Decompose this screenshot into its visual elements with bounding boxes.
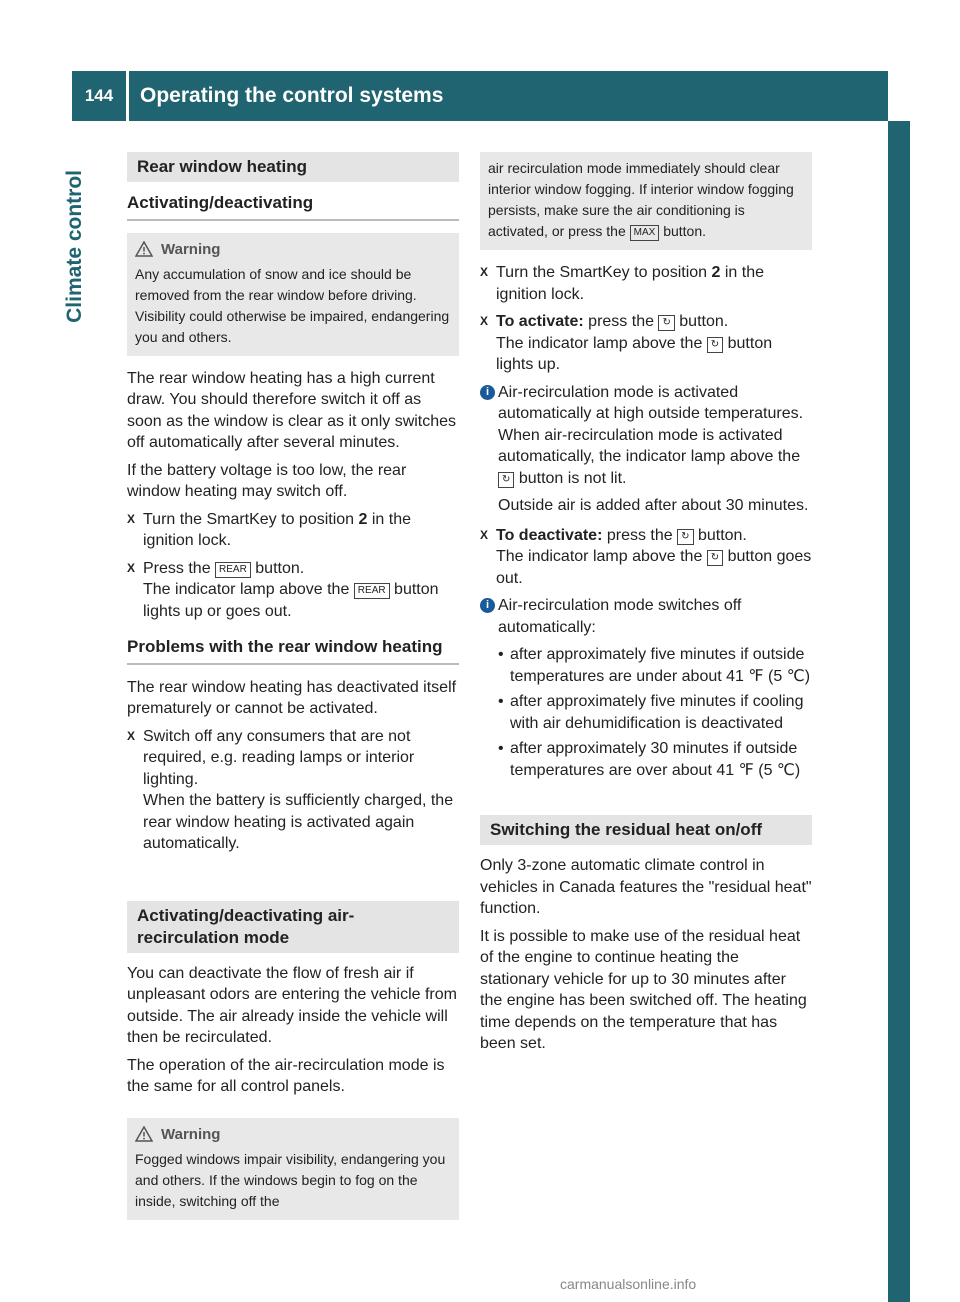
step-text: in the ignition lock. bbox=[143, 510, 412, 549]
rear-defrost-icon: REAR bbox=[215, 562, 251, 578]
info-icon: i bbox=[480, 598, 495, 613]
warning-text: Any accumulation of snow and ice should be removed from the rear window before driving. Visibility could otherwise be impaired, endangering you and others. bbox=[135, 265, 450, 345]
warning-text: button. bbox=[659, 223, 707, 239]
step-label: To deactivate: bbox=[496, 526, 603, 544]
warning-box bbox=[127, 233, 459, 356]
spacer bbox=[127, 1104, 459, 1118]
warning-heading bbox=[135, 1124, 451, 1145]
step-item bbox=[127, 558, 459, 623]
position-number: 2 bbox=[358, 510, 368, 528]
section-title-air-recirculation: Activating/deactivating air-recirculation mode bbox=[127, 901, 459, 953]
warning-text: Fogged windows impair visibility, endangering you and others. If the windows begin to fog on the inside, switching off the bbox=[135, 1150, 446, 1209]
step-text: button. bbox=[674, 313, 729, 330]
recirculation-icon: ↻ bbox=[707, 337, 723, 353]
bullet-item bbox=[498, 738, 812, 781]
rear-defrost-icon: REAR bbox=[354, 583, 390, 599]
page-number: 144 bbox=[84, 86, 114, 106]
warning-icon bbox=[135, 241, 153, 257]
paragraph: The rear window heating has deactivated itself prematurely or cannot be activated. bbox=[127, 678, 457, 717]
bullet-dot: • bbox=[498, 646, 504, 663]
warning-label: Warning bbox=[161, 1125, 221, 1143]
paragraph: If the battery voltage is too low, the rear window heating may switch off. bbox=[127, 461, 407, 500]
bullet-text: after approximately five minutes if cooling with air dehumidification is deactivated bbox=[510, 693, 804, 732]
step-arrow-icon: X bbox=[127, 560, 136, 575]
info-icon: i bbox=[480, 385, 495, 400]
recirculation-icon: ↻ bbox=[707, 550, 723, 566]
bullet-item bbox=[498, 644, 812, 687]
paragraph: You can deactivate the flow of fresh air if unpleasant odors are entering the vehicle from outside. The air already inside the vehicle will then be recirculated. bbox=[127, 964, 457, 1046]
step-text: Turn the SmartKey to position bbox=[496, 264, 712, 281]
step-label: To activate: bbox=[496, 313, 584, 330]
step-text: When the battery is sufficiently charged, the rear window heating is activated again automatically. bbox=[143, 792, 454, 852]
step-text: The indicator lamp above the bbox=[496, 548, 707, 565]
bullet-text: after approximately five minutes if outside temperatures are under about 41 ℉ (5 ℃) bbox=[510, 646, 811, 685]
step-text: The indicator lamp above the bbox=[143, 581, 354, 598]
spacer bbox=[480, 789, 812, 815]
info-note bbox=[480, 382, 812, 517]
subheading-problems: Problems with the rear window heating bbox=[127, 636, 459, 665]
bullet-text: after approximately 30 minutes if outside temperatures are over about 41 ℉ (5 ℃) bbox=[510, 740, 801, 779]
paragraph: Only 3-zone automatic climate control in vehicles in Canada features the "residual heat" function. bbox=[480, 857, 812, 917]
section-title-residual-heat: Switching the residual heat on/off bbox=[480, 815, 812, 845]
side-title: Climate control bbox=[63, 170, 86, 323]
bullet-item bbox=[498, 691, 812, 734]
step-item bbox=[480, 311, 812, 376]
step-text: press the bbox=[583, 313, 659, 330]
spacer bbox=[480, 845, 812, 855]
paragraph: It is possible to make use of the residual heat of the engine to continue heating the stationary vehicle for up to 30 minutes after the engine has been switched off. The heating time depends on the temperature that has been set. bbox=[480, 927, 807, 1052]
step-text: button. bbox=[693, 526, 747, 544]
step-item bbox=[127, 726, 459, 855]
paragraph: The rear window heating has a high current draw. You should therefore switch it off as soon as the window is clear as it only switches off automatically after several minutes. bbox=[127, 369, 457, 451]
left-column bbox=[127, 152, 459, 1232]
step-text: press the bbox=[602, 526, 678, 544]
info-text: Air-recirculation mode is activated automatically at high outside temperatures. When air-recirculation mode is activated automatically, the indicator lamp above the bbox=[498, 383, 804, 465]
watermark: carmanualsonline.info bbox=[560, 1276, 697, 1292]
warning-box bbox=[127, 1118, 459, 1220]
warning-icon bbox=[135, 1126, 153, 1142]
warning-label: Warning bbox=[161, 240, 221, 258]
side-tab bbox=[888, 121, 910, 1302]
bullet-dot: • bbox=[498, 740, 504, 757]
recirculation-icon: ↻ bbox=[498, 472, 514, 488]
warning-box-continued bbox=[480, 152, 812, 250]
section-title-rear-window-heating: Rear window heating bbox=[127, 152, 459, 182]
paragraph: The operation of the air-recirculation mode is the same for all control panels. bbox=[127, 1056, 445, 1095]
step-arrow-icon: X bbox=[480, 527, 489, 542]
step-arrow-icon: X bbox=[480, 265, 489, 279]
recirculation-icon: ↻ bbox=[658, 315, 674, 331]
step-arrow-icon: X bbox=[480, 314, 489, 328]
step-text: button lights up or goes out. bbox=[143, 581, 439, 620]
step-item bbox=[480, 262, 812, 305]
info-text: Outside air is added after about 30 minutes. bbox=[498, 497, 809, 514]
info-note bbox=[480, 595, 812, 781]
step-text: Switch off any consumers that are not required, e.g. reading lamps or interior lighting. bbox=[143, 727, 415, 788]
step-text: The indicator lamp above the bbox=[496, 334, 707, 352]
header-divider bbox=[126, 71, 129, 121]
step-text: Turn the SmartKey to position bbox=[143, 510, 359, 528]
recirculation-icon: ↻ bbox=[677, 529, 693, 545]
step-text: button goes out. bbox=[496, 548, 812, 587]
step-arrow-icon: X bbox=[127, 511, 136, 526]
max-defrost-icon: MAX bbox=[630, 225, 660, 241]
step-text: button. bbox=[250, 559, 305, 577]
spacer bbox=[127, 861, 459, 901]
step-item bbox=[127, 509, 459, 552]
subheading-activating: Activating/deactivating bbox=[127, 192, 459, 221]
step-arrow-icon: X bbox=[127, 728, 136, 743]
step-item bbox=[480, 525, 812, 590]
warning-heading bbox=[135, 239, 451, 260]
step-text: in the ignition lock. bbox=[496, 264, 765, 303]
right-column bbox=[480, 152, 812, 1061]
info-text: Air-recirculation mode switches off automatically: bbox=[498, 597, 742, 636]
page-title: Operating the control systems bbox=[140, 84, 444, 108]
step-text: button lights up. bbox=[496, 334, 773, 373]
step-text: Press the bbox=[143, 559, 216, 577]
bullet-dot: • bbox=[498, 693, 504, 710]
position-number: 2 bbox=[711, 264, 721, 281]
info-text: button is not lit. bbox=[514, 469, 627, 487]
warning-text: air recirculation mode immediately should clear interior window fogging. If interior window fogging persists, make sure the air conditioning is activated, or press the bbox=[488, 160, 794, 239]
spacer bbox=[127, 953, 459, 963]
